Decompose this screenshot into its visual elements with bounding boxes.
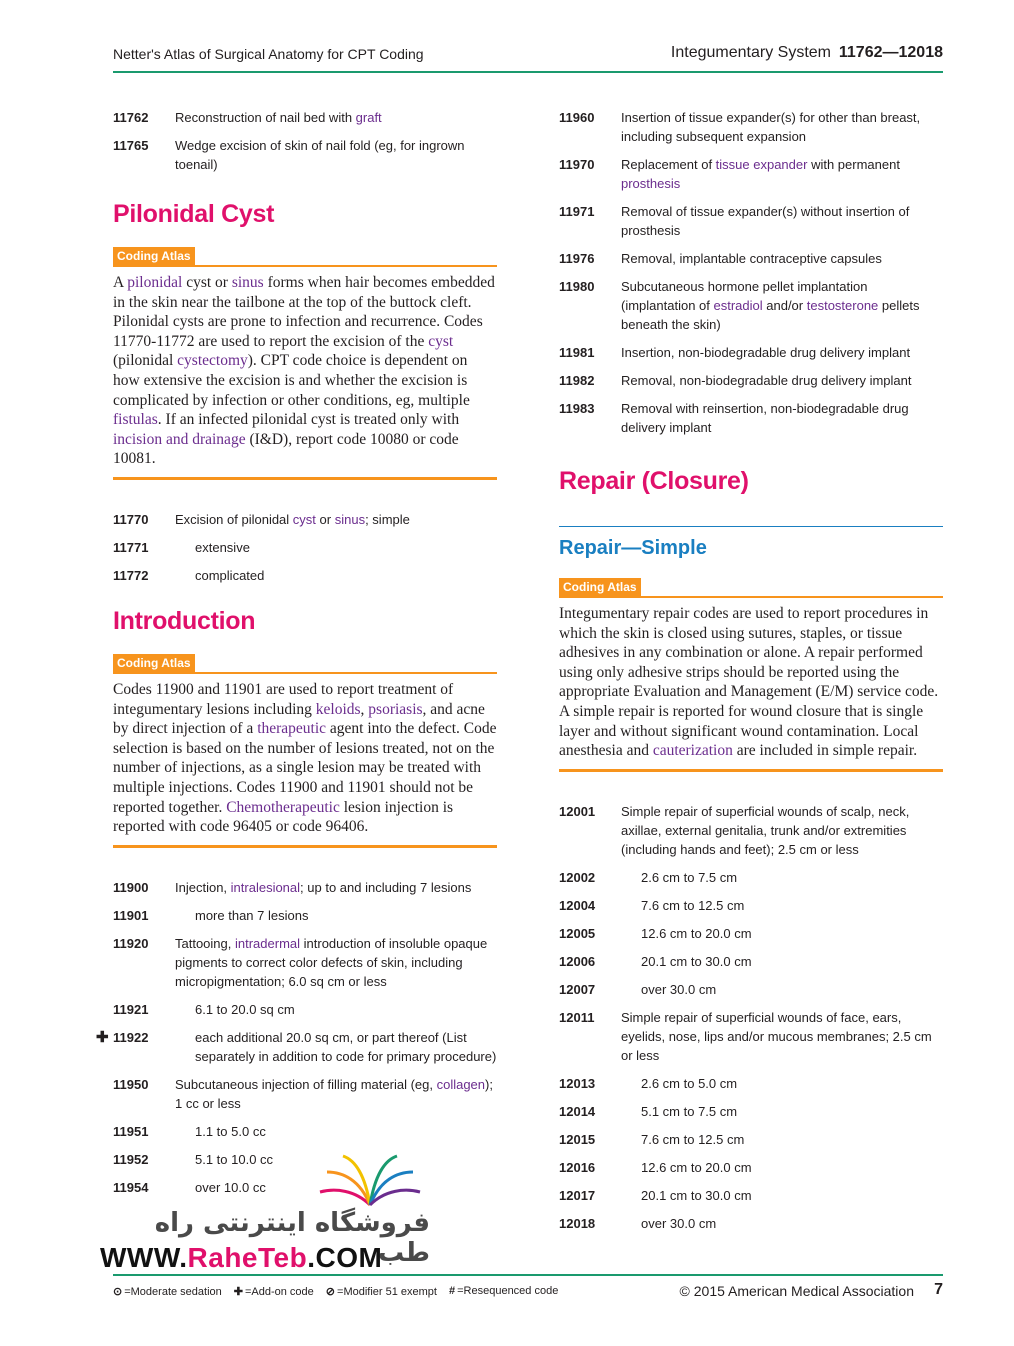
cpt-code: 11971 (559, 204, 595, 219)
code-entry (559, 924, 943, 943)
cpt-code: 11960 (559, 110, 595, 125)
chapter-title: Integumentary System (670, 44, 831, 61)
section-title-pilonidal: Pilonidal Cyst (113, 200, 275, 228)
cpt-code: 11920 (113, 935, 149, 951)
code-description (175, 878, 497, 897)
code-entry (559, 1130, 943, 1149)
cpt-code: 11983 (559, 401, 595, 416)
glossary-term[interactable]: intralesional (230, 879, 301, 895)
text-run: Simple repair of superficial wounds of face, ears, eyelids, nose, lips and/or mucous membranes; 2.5 cm or less (621, 1009, 932, 1063)
footer-rule (113, 1274, 943, 1276)
code-entry (559, 108, 943, 146)
glossary-term[interactable]: psoriasis (368, 700, 423, 718)
cpt-code: 11951 (113, 1123, 149, 1139)
text-run: lesion injection is reported with code 96405 or code 96406. (113, 798, 454, 836)
text-run: 20.1 cm to 30.0 cm (641, 1187, 752, 1203)
text-run: Reconstruction of nail bed with (175, 110, 356, 125)
code-description (621, 399, 943, 437)
text-run: 7.6 cm to 12.5 cm (641, 897, 745, 913)
symbol-legend (113, 1285, 558, 1298)
code-description (621, 371, 943, 390)
code-description (621, 1186, 943, 1205)
cpt-code: 12013 (559, 1075, 596, 1091)
code-entry (113, 878, 497, 897)
glossary-term[interactable]: cyst (428, 332, 454, 350)
glossary-term[interactable]: testosterone (806, 298, 879, 313)
code-entry (559, 980, 943, 999)
code-description (621, 980, 943, 999)
code-description (621, 868, 943, 887)
text-run: Codes 11900 and 11901 are used to report treatment of integumentary lesions including (113, 680, 454, 718)
cpt-code: 11954 (113, 1179, 149, 1195)
text-run: introduction of insoluble opaque pigments to correct color defects of skin, including micropigmentation; 6.0 sq cm or less (175, 935, 488, 989)
legend-label: =Modifier 51 exempt (337, 1286, 437, 1298)
page-header (113, 44, 943, 74)
code-description (175, 1000, 497, 1019)
text-run: ; simple (365, 511, 410, 527)
code-description (621, 896, 943, 915)
atlas-text (113, 267, 497, 477)
code-list-expander (559, 108, 943, 437)
text-run: Removal with reinsertion, non-biodegradable drug delivery implant (621, 401, 909, 435)
text-run: Insertion, non-biodegradable drug delivery implant (621, 345, 911, 360)
glossary-term[interactable]: tissue expander (715, 157, 808, 172)
cpt-code: 11970 (559, 157, 595, 172)
legend-symbol-icon: # (448, 1285, 456, 1297)
code-entry (559, 202, 943, 240)
code-description (175, 136, 497, 174)
code-entry (559, 399, 943, 437)
text-run: Wedge excision of skin of nail fold (eg, for ingrown toenail) (175, 138, 465, 172)
code-entry (113, 934, 497, 991)
cpt-code: 12014 (559, 1103, 596, 1119)
section-title-repair: Repair (Closure) (559, 467, 749, 495)
cpt-code: 12004 (559, 897, 596, 913)
legend-label: =Moderate sedation (124, 1286, 222, 1298)
glossary-term[interactable]: keloids (315, 700, 361, 718)
code-description (621, 952, 943, 971)
text-run: Removal, implantable contraceptive capsules (621, 251, 882, 266)
right-column (559, 108, 943, 1242)
code-entry (113, 566, 497, 585)
text-run: 20.1 cm to 30.0 cm (641, 953, 752, 969)
text-run: 2.6 cm to 7.5 cm (641, 869, 738, 885)
code-description (175, 566, 497, 585)
code-description (621, 802, 943, 859)
text-run: (I&D), report code 10080 or code 10081. (113, 430, 459, 468)
text-run: each additional 20.0 sq cm, or part thereof (List separately in addition to code for primary procedure) (195, 1029, 497, 1064)
code-description (621, 202, 943, 240)
code-entry (113, 1000, 497, 1019)
code-entry (559, 1158, 943, 1177)
cpt-code: 12011 (559, 1009, 595, 1025)
cpt-code: 12018 (559, 1215, 596, 1231)
text-run: over 30.0 cm (641, 981, 717, 997)
text-run: Removal, non-biodegradable drug delivery implant (621, 373, 912, 388)
text-run: 12.6 cm to 20.0 cm (641, 925, 752, 941)
glossary-term[interactable]: cyst (292, 511, 316, 527)
code-entry (559, 343, 943, 362)
text-run: ; up to and including 7 lesions (300, 879, 472, 895)
code-entry (559, 952, 943, 971)
book-title: Netter's Atlas of Surgical Anatomy for CPT Coding (113, 46, 424, 62)
header-rule (113, 71, 943, 73)
text-run: 12.6 cm to 20.0 cm (641, 1159, 752, 1175)
text-run: 1.1 to 5.0 cc (195, 1123, 266, 1139)
cpt-code: 11771 (113, 539, 149, 555)
code-entry (113, 538, 497, 557)
code-entry (113, 108, 497, 127)
legend-label: =Resequenced code (457, 1285, 559, 1297)
legend-item (326, 1285, 437, 1298)
watermark-store-name: فروشگاه اینترنتی راه طب (154, 1208, 430, 1268)
atlas-text (113, 674, 497, 845)
legend-symbol-icon: ⊘ (325, 1286, 336, 1298)
cpt-code: 12002 (559, 869, 596, 885)
text-run: extensive (195, 539, 250, 555)
text-run: Removal of tissue expander(s) without insertion of prosthesis (621, 204, 910, 238)
code-description (621, 249, 943, 268)
cpt-code: 12015 (559, 1131, 596, 1147)
cpt-code: 11981 (559, 345, 595, 360)
text-run: Integumentary repair codes are used to report procedures in which the skin is closed using sutures, staples, or tissue adhesives in any combination or alone. A repair performed using only adhesive strips should be reported using the appropriate Evaluation and Management (E/M) service code. A simple repair is reported for wound closure that is single layer and without significant wound contamination. Local anesthesia and (559, 605, 939, 760)
code-description (621, 1102, 943, 1121)
glossary-term[interactable]: intradermal (235, 935, 301, 951)
text-run: with permanent (807, 157, 900, 172)
legend-item (449, 1285, 558, 1298)
text-run: ); 1 cc or less (175, 1076, 493, 1111)
code-description (175, 1028, 497, 1066)
code-description (175, 538, 497, 557)
coding-atlas-introduction (113, 654, 497, 848)
text-run: A (113, 274, 128, 291)
code-entry (113, 136, 497, 174)
atlas-rule (113, 477, 497, 480)
url-suffix: .COM (307, 1242, 383, 1273)
code-description (621, 1008, 943, 1065)
text-run: forms when hair becomes embedded in the skin near the tailbone at the top of the buttock cleft. Pilonidal cysts are prone to infection and recurrence. Codes 11770-11772 are used to report the excision of the (113, 274, 495, 350)
text-run: Injection, (175, 879, 231, 895)
cpt-code: 11770 (113, 511, 149, 527)
copyright: © 2015 American Medical Association (679, 1283, 914, 1299)
code-description (621, 1158, 943, 1177)
url-brand: RaheTeb (187, 1242, 308, 1273)
glossary-term[interactable]: sinus (334, 511, 366, 527)
watermark (100, 1150, 430, 1275)
code-description (175, 510, 497, 529)
text-run: Subcutaneous injection of filling material (eg, (175, 1076, 437, 1092)
text-run: agent into the defect. Code selection is based on the number of lesions treated, not on the number of injections, as a single lesion may be treated with multiple injections. Codes 11900 and 11901 should not be reported together. (113, 720, 497, 816)
legend-item (113, 1285, 222, 1298)
cpt-code: 12001 (559, 803, 596, 819)
text-run: cyst or (182, 274, 232, 291)
code-description (175, 906, 497, 925)
watermark-url (100, 1242, 382, 1274)
legend-symbol-icon: ✚ (233, 1286, 243, 1298)
text-run: 2.6 cm to 5.0 cm (641, 1075, 738, 1091)
text-run: 6.1 to 20.0 sq cm (195, 1001, 295, 1017)
text-run: Excision of pilonidal (175, 511, 293, 527)
glossary-term[interactable]: cauterization (652, 742, 733, 760)
section-title-introduction: Introduction (113, 606, 256, 635)
code-description (621, 343, 943, 362)
atlas-text (559, 598, 943, 769)
text-run: Simple repair of superficial wounds of scalp, neck, axillae, external genitalia, trunk and/or extremities (including hands and feet); 2.5 cm or less (621, 803, 910, 857)
glossary-term[interactable]: fistulas (113, 411, 158, 429)
text-run: ). CPT code choice is dependent on how extensive the excision is and whether the excision is complicated by infection or other conditions, eg, multiple (113, 352, 470, 409)
atlas-rule (113, 845, 497, 848)
text-run: complicated (195, 567, 265, 583)
glossary-term[interactable]: graft (355, 110, 382, 125)
glossary-term[interactable]: Chemotherapeutic (226, 798, 340, 816)
text-run: Replacement of (621, 157, 716, 172)
text-run: , and acne by direct injection of a (113, 700, 485, 738)
code-description (621, 1130, 943, 1149)
text-run: over 30.0 cm (641, 1215, 717, 1231)
page-number: 7 (934, 1281, 943, 1298)
cpt-code: 11900 (113, 879, 149, 895)
cpt-code: 12007 (559, 981, 596, 997)
code-entry (96, 1028, 497, 1066)
text-run: , (360, 700, 369, 718)
code-entry (559, 1214, 943, 1233)
coding-atlas-label: Coding Atlas (113, 654, 195, 672)
code-list-injection (96, 878, 497, 1197)
cpt-code: 11762 (113, 110, 149, 125)
code-entry (113, 1075, 497, 1113)
subsection-title-repair-simple: Repair—Simple (559, 526, 943, 560)
code-entry (559, 896, 943, 915)
code-entry (559, 868, 943, 887)
code-description (621, 1074, 943, 1093)
cpt-code: 12006 (559, 953, 596, 969)
legend-item (234, 1285, 314, 1298)
cpt-code: 11922 (113, 1029, 149, 1045)
text-run: (pilonidal (113, 352, 178, 370)
code-description (175, 1122, 497, 1141)
code-entry (113, 510, 497, 529)
coding-atlas-pilonidal (113, 247, 497, 480)
text-run: 5.1 to 10.0 cc (195, 1151, 274, 1167)
code-description (175, 1075, 497, 1113)
code-entry (559, 371, 943, 390)
glossary-term[interactable]: prosthesis (621, 176, 681, 191)
glossary-term[interactable]: estradiol (713, 298, 763, 313)
code-description (621, 1214, 943, 1233)
code-description (621, 155, 943, 193)
glossary-term[interactable]: incision and drainage (113, 430, 246, 448)
text-run: more than 7 lesions (195, 907, 309, 923)
atlas-rule (559, 769, 943, 772)
code-list-pilonidal (113, 510, 497, 585)
coding-atlas-label: Coding Atlas (113, 247, 195, 265)
text-run: or (315, 511, 335, 527)
code-description (621, 277, 943, 334)
code-description (621, 924, 943, 943)
code-entry (113, 1122, 497, 1141)
cpt-code: 11921 (113, 1001, 149, 1017)
cpt-code: 12017 (559, 1187, 596, 1203)
coding-atlas-repair (559, 578, 943, 772)
code-range: 11762—12018 (838, 44, 943, 61)
text-run: Subcutaneous hormone pellet implantation (implantation of (621, 279, 868, 313)
add-on-code-icon: ✚ (96, 1028, 109, 1046)
code-list-repair (559, 802, 943, 1233)
code-entry (559, 1008, 943, 1065)
cpt-code: 11765 (113, 138, 149, 153)
text-run: 5.1 cm to 7.5 cm (641, 1103, 738, 1119)
text-run: are included in simple repair. (732, 742, 918, 760)
code-entry (559, 1102, 943, 1121)
code-entry (559, 277, 943, 334)
legend-label: =Add-on code (244, 1286, 314, 1298)
code-description (175, 108, 497, 127)
coding-atlas-label: Coding Atlas (559, 578, 641, 596)
code-entry (559, 802, 943, 859)
left-column (96, 108, 497, 1206)
text-run: pellets beneath the skin) (621, 298, 920, 332)
text-run: over 10.0 cc (195, 1179, 266, 1195)
cpt-code: 11980 (559, 279, 595, 294)
code-list-nail (113, 108, 497, 174)
cpt-code: 11952 (113, 1151, 149, 1167)
legend-symbol-icon: ⊙ (113, 1286, 123, 1298)
open-book-logo (315, 1150, 425, 1210)
cpt-code: 12005 (559, 925, 596, 941)
cpt-code: 11772 (113, 567, 149, 583)
glossary-term[interactable]: therapeutic (257, 720, 327, 738)
url-prefix: WWW. (100, 1242, 188, 1273)
glossary-term[interactable]: collagen (436, 1076, 486, 1092)
text-run: Tattooing, (175, 935, 235, 951)
text-run: and/or (762, 298, 807, 313)
code-entry (559, 1074, 943, 1093)
cpt-code: 11982 (559, 373, 595, 388)
code-entry (559, 155, 943, 193)
code-description (175, 934, 497, 991)
cpt-code: 11950 (113, 1076, 149, 1092)
code-entry (559, 1186, 943, 1205)
cpt-code: 11976 (559, 251, 595, 266)
text-run: 7.6 cm to 12.5 cm (641, 1131, 745, 1147)
cpt-code: 11901 (113, 907, 149, 923)
glossary-term[interactable]: cystectomy (177, 352, 248, 370)
glossary-term[interactable]: sinus (231, 274, 264, 291)
code-entry (559, 249, 943, 268)
text-run: . If an infected pilonidal cyst is treated only with (157, 411, 460, 429)
code-description (621, 108, 943, 146)
text-run: Insertion of tissue expander(s) for other than breast, including subsequent expansion (621, 110, 921, 144)
glossary-term[interactable]: pilonidal (127, 274, 183, 291)
cpt-code: 12016 (559, 1159, 596, 1175)
code-entry (113, 906, 497, 925)
